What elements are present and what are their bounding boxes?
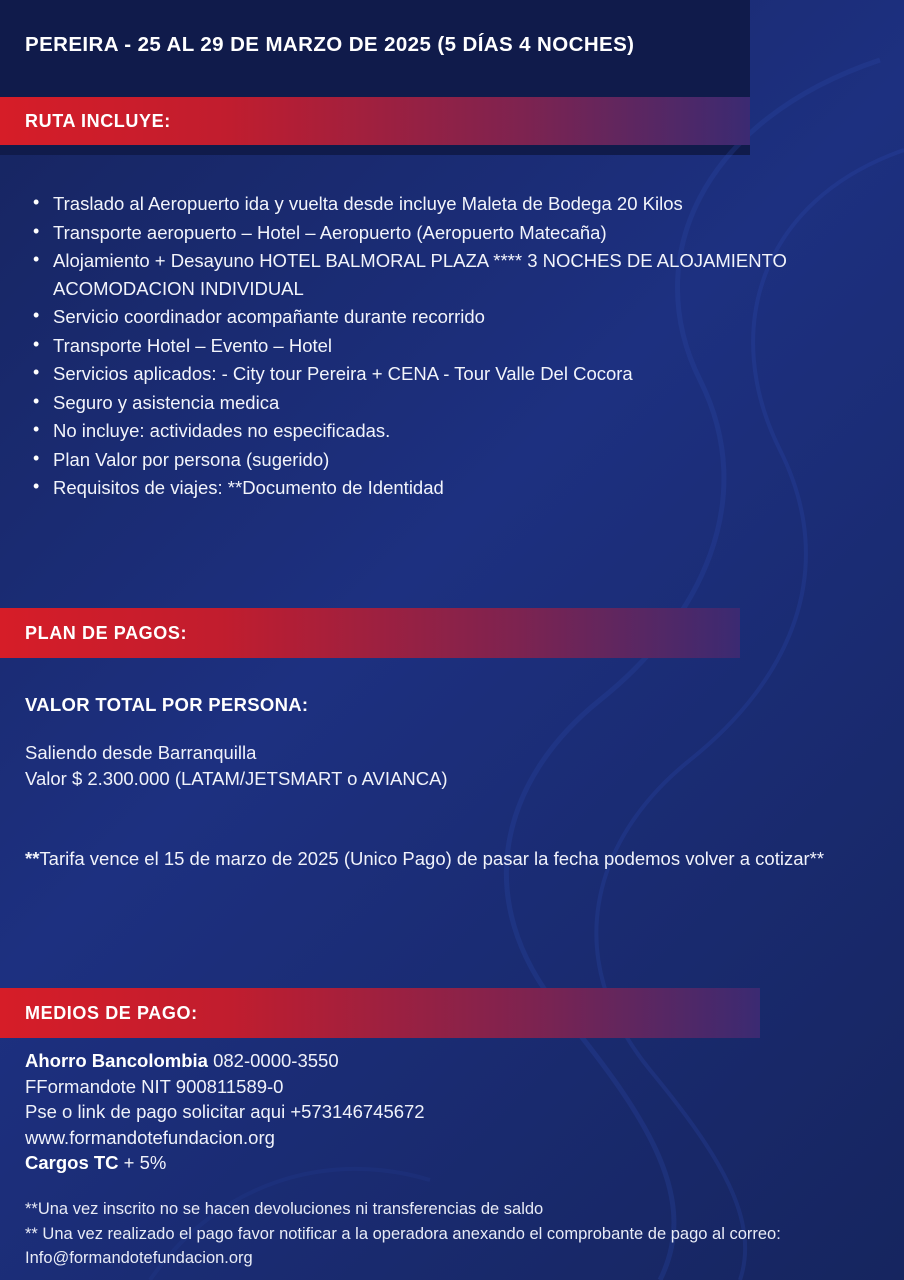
- bank-name: Ahorro Bancolombia: [25, 1050, 208, 1071]
- website-row[interactable]: www.formandotefundacion.org: [25, 1126, 275, 1148]
- cargos-tc-row: [25, 1150, 885, 1176]
- section-banner-medios-label: MEDIOS DE PAGO:: [25, 1002, 198, 1023]
- section-banner-ruta-incluye: [0, 97, 750, 145]
- list-item: • Plan Valor por persona (sugerido): [25, 446, 875, 474]
- cargos-tc-value: + 5%: [118, 1152, 167, 1173]
- fine-print-receipt: ** Una vez realizado el pago favor notificar a la operadora anexando el comprobante de pago al correo: Info@formandotefundacion.org: [25, 1225, 781, 1267]
- pse-row: Pse o link de pago solicitar aqui +573146745672: [25, 1101, 425, 1122]
- nit-row: FFormandote NIT 900811589-0: [25, 1075, 284, 1097]
- tarifa-note: [25, 846, 875, 872]
- list-item: • Seguro y asistencia medica: [25, 389, 875, 417]
- medios-de-pago-content: [25, 1048, 885, 1270]
- list-item: • No incluye: actividades no especificadas.: [25, 417, 875, 445]
- list-item: • Requisitos de viajes: **Documento de Identidad: [25, 474, 875, 502]
- tarifa-note-text: Tarifa vence el 15 de marzo de 2025 (Unico Pago) de pasar la fecha podemos volver a cotizar**: [39, 848, 825, 869]
- list-item: • Alojamiento + Desayuno HOTEL BALMORAL PLAZA **** 3 NOCHES DE ALOJAMIENTO ACOMODACION INDIVIDUAL: [25, 247, 875, 302]
- list-item: • Traslado al Aeropuerto ida y vuelta desde incluye Maleta de Bodega 20 Kilos: [25, 190, 875, 218]
- bank-account-row: [25, 1048, 885, 1074]
- list-item: • Servicios aplicados: - City tour Pereira + CENA - Tour Valle Del Cocora: [25, 360, 875, 388]
- page-title: PEREIRA - 25 AL 29 DE MARZO DE 2025 (5 DÍAS 4 NOCHES): [25, 33, 635, 56]
- bank-account-number: 082-0000-3550: [207, 1050, 339, 1071]
- section-banner-ruta-label: RUTA INCLUYE:: [25, 110, 171, 131]
- section-banner-plan-label: PLAN DE PAGOS:: [25, 622, 188, 643]
- ruta-incluye-list: [25, 190, 875, 503]
- origin-line: Saliendo desde Barranquilla: [25, 742, 257, 763]
- list-item: • Servicio coordinador acompañante durante recorrido: [25, 303, 875, 331]
- document-title-bar: [0, 0, 904, 90]
- section-banner-plan-de-pagos: [0, 608, 740, 658]
- fine-print-refunds: **Una vez inscrito no se hacen devoluciones ni transferencias de saldo: [25, 1199, 544, 1218]
- cargos-tc-label: Cargos TC: [25, 1152, 119, 1173]
- list-item: • Transporte Hotel – Evento – Hotel: [25, 332, 875, 360]
- list-item: • Transporte aeropuerto – Hotel – Aeropuerto (Aeropuerto Matecaña): [25, 219, 875, 247]
- valor-total-heading: VALOR TOTAL POR PERSONA:: [25, 694, 309, 715]
- plan-de-pagos-content: [25, 694, 875, 872]
- section-banner-medios-de-pago: [0, 988, 760, 1038]
- tarifa-note-asterisks: **: [25, 848, 40, 869]
- price-line: Valor $ 2.300.000 (LATAM/JETSMART o AVIANCA): [25, 768, 448, 789]
